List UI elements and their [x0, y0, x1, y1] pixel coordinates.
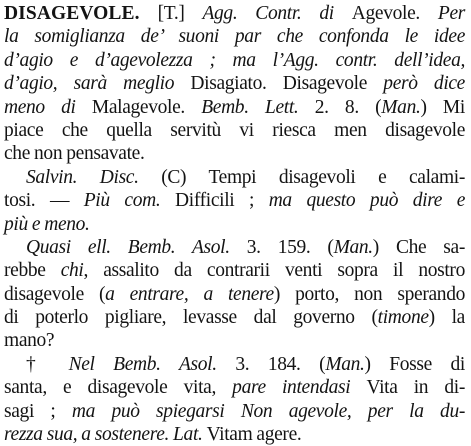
roman-text: disagevole (	[4, 283, 106, 305]
italic-text: a entrare, a tenere	[105, 283, 274, 305]
roman-text: tosi. —	[4, 190, 84, 212]
italic-text: Quasi ell. Bemb. Asol.	[26, 236, 247, 258]
entry-line	[4, 25, 465, 48]
entry-line	[4, 142, 465, 165]
roman-text: rebbe	[4, 260, 61, 282]
entry-line	[4, 236, 465, 259]
entry-line	[4, 119, 465, 142]
entry-line	[4, 2, 465, 25]
italic-text: Salvin. Disc.	[26, 166, 162, 188]
roman-text: ) Fosse di	[364, 353, 465, 375]
roman-text: †	[26, 353, 69, 375]
roman-text: 3. 159. (	[246, 236, 334, 258]
italic-text: Man.	[325, 353, 365, 375]
roman-text: ) porto, non sperando	[273, 283, 466, 305]
italic-text: Man.	[333, 236, 373, 258]
italic-text: Agg. Contr. di	[202, 3, 352, 24]
roman-text: Difficili ;	[175, 190, 269, 212]
entry-line	[4, 306, 465, 329]
roman-text: ) Mi	[420, 96, 465, 118]
entry-line	[4, 189, 465, 212]
italic-text: ma questo può dire e	[268, 190, 465, 212]
italic-text: meno di	[4, 96, 92, 118]
italic-text: pare intendasi	[232, 377, 367, 399]
italic-text: Nel Bemb. Asol.	[68, 353, 236, 375]
italic-text: la somiglianza de’ suoni par che confonda le idee	[4, 26, 465, 48]
entry-line	[4, 423, 465, 446]
italic-text: Più com.	[83, 190, 176, 212]
italic-text: più e meno.	[4, 213, 90, 235]
entry-line	[4, 400, 465, 423]
entry-line	[4, 283, 465, 306]
roman-text: Disagiato. Disagevole	[190, 73, 384, 95]
roman-text: [T.]	[139, 3, 203, 24]
italic-text: d’agio e d’agevolezza ; ma l’Agg. contr. dell’idea,	[4, 49, 465, 71]
italic-text: d’agio, sarà meglio	[4, 73, 191, 95]
roman-text: Vita in di-	[366, 377, 465, 399]
roman-text: 3. 184. (	[235, 353, 326, 375]
roman-text: sagi ;	[4, 400, 72, 422]
roman-text: che non pensavate.	[4, 143, 145, 165]
roman-text: piace che quella servitù vi riesca men disagevole	[4, 119, 465, 141]
roman-text: , assalito da contrarii venti sopra il nostro	[83, 260, 465, 282]
entry-line	[4, 329, 465, 352]
roman-text: di poterlo pigliare, levasse dal governo (	[4, 307, 378, 329]
entry-line	[4, 213, 465, 236]
entry-line	[4, 72, 465, 95]
italic-text: Bemb. Lett.	[201, 96, 315, 118]
roman-text: santa, e disagevole vita,	[4, 377, 233, 399]
roman-text: ) Che sa-	[372, 236, 465, 258]
entry-line	[4, 96, 465, 119]
italic-text: timone	[377, 307, 429, 329]
italic-text: chi	[60, 260, 84, 282]
roman-text: (C) Tempi disagevoli e calami-	[161, 166, 466, 188]
roman-text: Malagevole.	[91, 96, 202, 118]
entry-line	[4, 49, 465, 72]
entry-line	[4, 259, 465, 282]
entry-line	[4, 166, 465, 189]
italic-text: però dice	[383, 73, 465, 95]
roman-text: ) la	[428, 307, 465, 329]
italic-text: rezza sua, a sostenere. Lat.	[4, 424, 207, 446]
roman-text: Agevole.	[351, 3, 438, 24]
italic-text: Man.	[381, 96, 421, 118]
roman-text: mano?	[4, 330, 55, 352]
italic-text: Per	[437, 3, 465, 24]
entry-line	[4, 353, 465, 376]
headword: DISAGEVOLE.	[4, 3, 140, 24]
entry-line	[4, 376, 465, 399]
roman-text: 2. 8. (	[314, 96, 382, 118]
roman-text: Vitam agere.	[206, 424, 302, 446]
italic-text: ma può spiegarsi Non agevole, per la du-	[71, 400, 465, 422]
